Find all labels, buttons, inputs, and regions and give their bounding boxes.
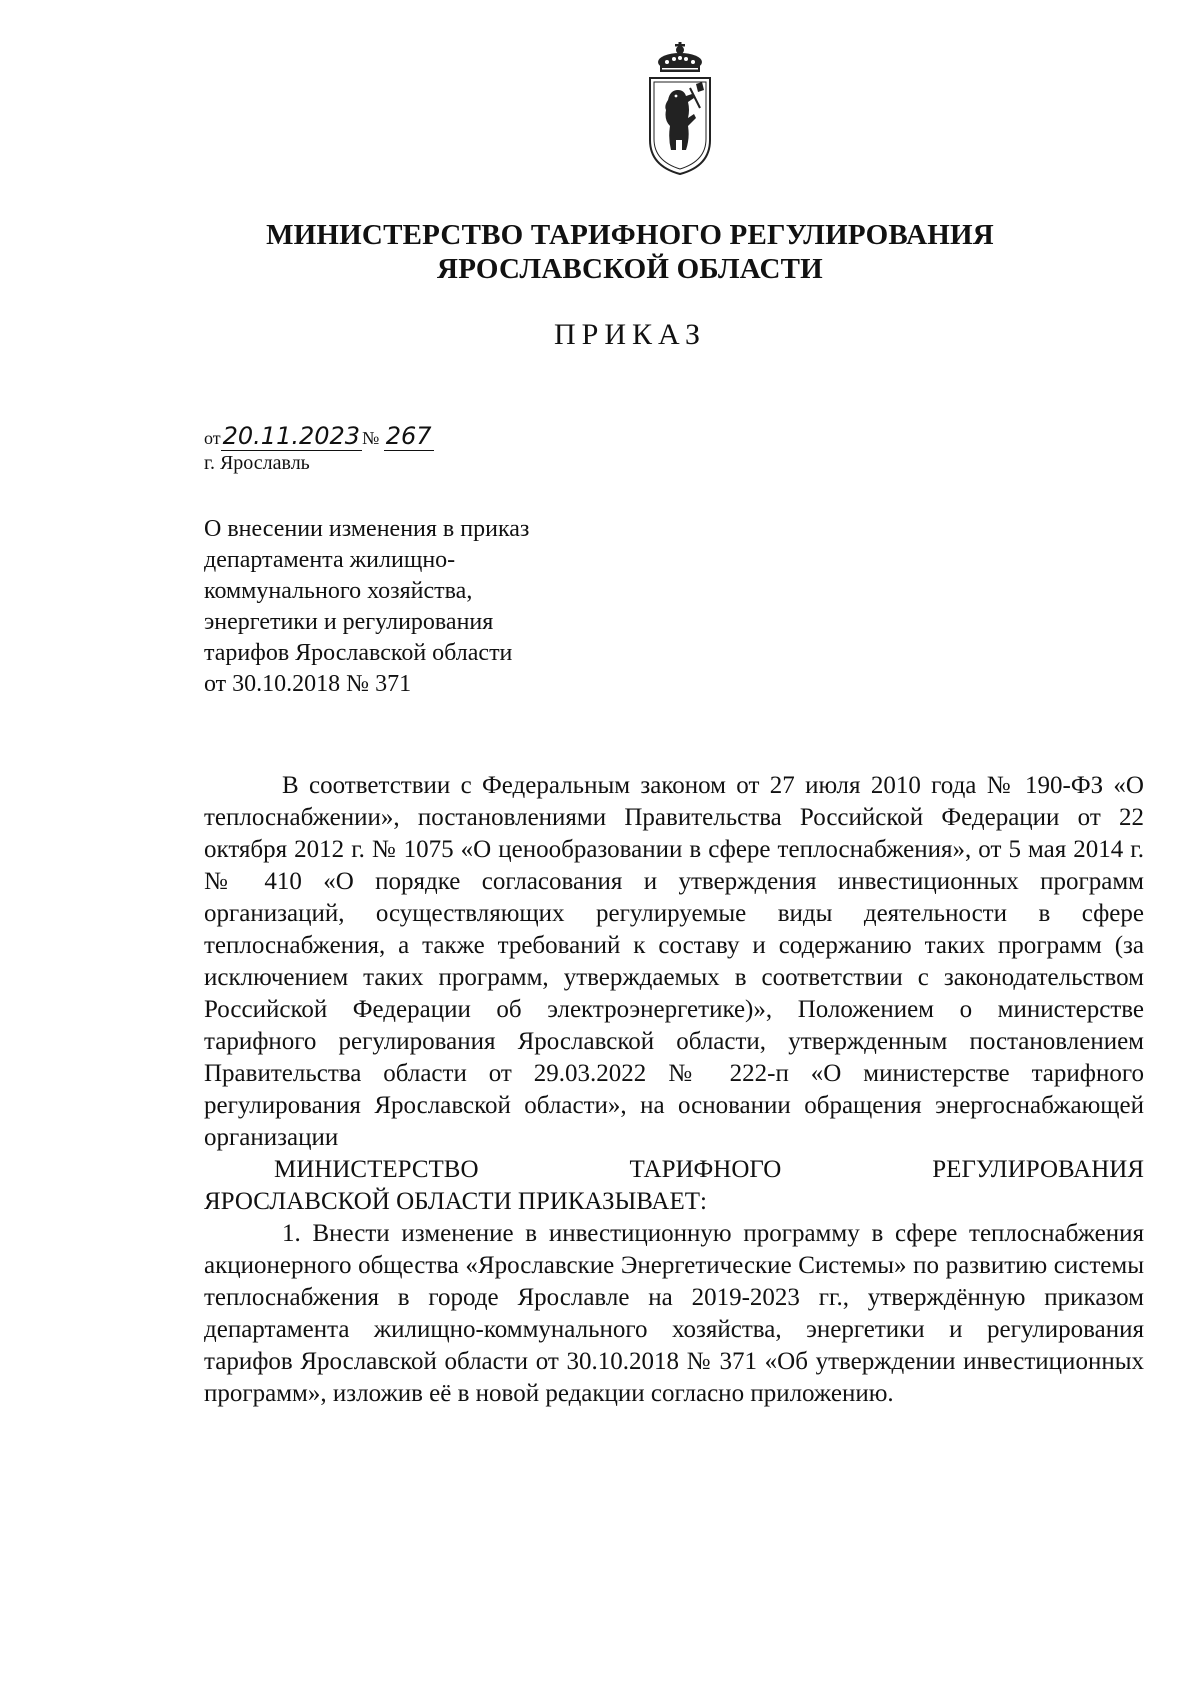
- preamble-paragraph: В соответствии с Федеральным законом от 27 июля 2010 года № 190-ФЗ «О теплоснабжении», постановлениями Правительства Российской Федерации от 22 октября 2012 г. № 1075 «О ценообразовании в сфере теплоснабжения», от 5 мая 2014 г. № 410 «О порядке согласования и утверждения инвестиционных программ организаций, осуществляющих регулируемые виды деятельности в сфере теплоснабжения, а также требований к составу и содержанию таких программ (за исключением таких программ, утверждаемых в соответствии с законодательством Российской Федерации об электроэнергетике)», Положением о министерстве тарифного регулирования Ярославской области, утвержденным постановлением Правительства области от 29.03.2022 № 222-п «О министерстве тарифного регулирования Ярославской области», на основании обращения энергоснабжающей организации: [204, 772, 1144, 1151]
- date-prefix: от: [204, 428, 221, 448]
- ministry-orders-line-2: ЯРОСЛАВСКОЙ ОБЛАСТИ ПРИКАЗЫВАЕТ:: [204, 1188, 707, 1215]
- subject-line: департамента жилищно-: [204, 547, 456, 573]
- order-body: [204, 770, 1144, 1410]
- ministry-name-line-2: ЯРОСЛАВСКОЙ ОБЛАСТИ: [437, 253, 823, 285]
- subject-line: тарифов Ярославской области: [204, 640, 513, 666]
- ministry-name-line-1: МИНИСТЕРСТВО ТАРИФНОГО РЕГУЛИРОВАНИЯ: [266, 219, 994, 251]
- subject-line: от 30.10.2018 № 371: [204, 671, 412, 697]
- subject-line: энергетики и регулирования: [204, 609, 494, 635]
- order-item-1: 1. Внести изменение в инвестиционную программу в сфере теплоснабжения акционерного общества «Ярославские Энергетические Системы» по развитию системы теплоснабжения в городе Ярославле на 2019-2023 гг., утверждённую приказом департамента жилищно-коммунального хозяйства, энергетики и регулирования тарифов Ярославской области от 30.10.2018 № 371 «Об утверждении инвестиционных программ», изложив её в новой редакции согласно приложению.: [204, 1220, 1144, 1407]
- subject-line: О внесении изменения в приказ: [204, 516, 530, 542]
- order-subject: [204, 514, 624, 700]
- subject-line: коммунального хозяйства,: [204, 578, 473, 604]
- date-number-line: [204, 422, 434, 450]
- city-label: г. Ярославль: [204, 452, 310, 474]
- document-type-title: ПРИКАЗ: [554, 318, 706, 351]
- ministry-orders-line-1: МИНИСТЕРСТВО ТАРИФНОГО РЕГУЛИРОВАНИЯ: [274, 1156, 1144, 1183]
- ministry-header: [200, 218, 1060, 286]
- number-prefix: №: [362, 428, 380, 448]
- handwritten-date: 20.11.2023: [222, 422, 361, 450]
- yaroslavl-coat-of-arms-icon: [640, 40, 720, 180]
- handwritten-number: 267: [385, 422, 432, 450]
